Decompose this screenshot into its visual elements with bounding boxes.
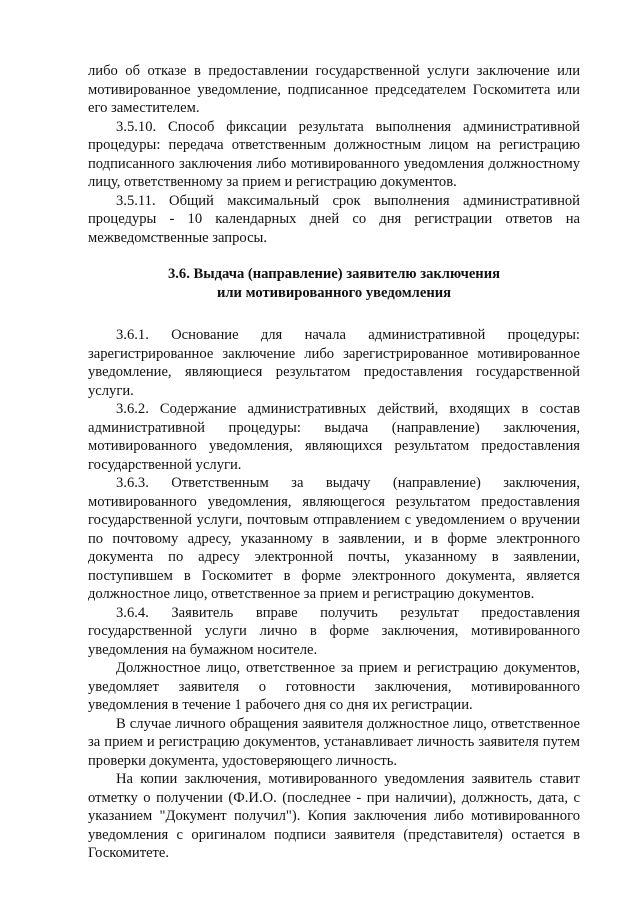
- paragraph-3-5-11: 3.5.11. Общий максимальный срок выполнения административной процедуры - 10 календарных дней со дня регистрации ответов на межведомственные запросы.: [88, 192, 580, 246]
- paragraph-3-6-3: 3.6.3. Ответственным за выдачу (направление) заключения, мотивированного уведомления, являющегося результатом предоставления государственной услуги, почтовым отправлением с уведомлением о вручении по почтовому адресу, указанному в заявлении, и в форме электронного документа по адресу электронной почты, указанному в заявлении, поступившем в Госкомитет в форме электронного документа, является должностное лицо, ответственное за прием и регистрацию документов.: [88, 475, 580, 602]
- paragraph-continuation: либо об отказе в предоставлении государственной услуги заключение или мотивированное уведомление, подписанное председателем Госкомитета или его заместителем.: [88, 63, 580, 116]
- paragraph-3-6-1: 3.6.1. Основание для начала административной процедуры: зарегистрированное заключение либо зарегистрированное мотивированное уведомление, являющиеся результатом предоставления государственной услуги.: [88, 327, 580, 399]
- paragraph-identity-check: В случае личного обращения заявителя должностное лицо, ответственное за прием и регистрацию документов, устанавливает личность заявителя путем проверки документа, удостоверяющего личность.: [88, 715, 580, 769]
- paragraph-3-5-10: 3.5.10. Способ фиксации результата выполнения административной процедуры: передача ответственным должностным лицом на регистрацию подписанного заключения либо мотивированного уведомления должностному лицу, ответственному за прием и регистрацию документов.: [88, 118, 580, 190]
- section-heading-line-1: 3.6. Выдача (направление) заявителю заключения: [167, 266, 501, 282]
- paragraph-3-6-2: 3.6.2. Содержание административных действий, входящих в состав административной процедуры: выдача (направление) заключения, мотивированного уведомления, являющихся результатом предоставления государственной услуги.: [88, 401, 580, 473]
- section-heading-line-2: или мотивированного уведомления: [216, 284, 452, 301]
- document-page: [88, 62, 580, 863]
- section-heading-3-6: [88, 265, 580, 302]
- paragraph-notification: Должностное лицо, ответственное за прием и регистрацию документов, уведомляет заявителя о готовности заключения, мотивированного уведомления в течение 1 рабочего дня со дня их регистрации.: [88, 660, 580, 713]
- paragraph-3-6-4: 3.6.4. Заявитель вправе получить результат предоставления государственной услуги лично в форме заключения, мотивированного уведомления на бумажном носителе.: [88, 604, 580, 658]
- paragraph-receipt-mark: На копии заключения, мотивированного уведомления заявитель ставит отметку о получении (Ф.И.О. (последнее - при наличии), должность, дата, с указанием "Документ получил"). Копия заключения либо мотивированного уведомления с оригиналом подписи заявителя (представителя) остается в Госкомитете.: [88, 771, 580, 861]
